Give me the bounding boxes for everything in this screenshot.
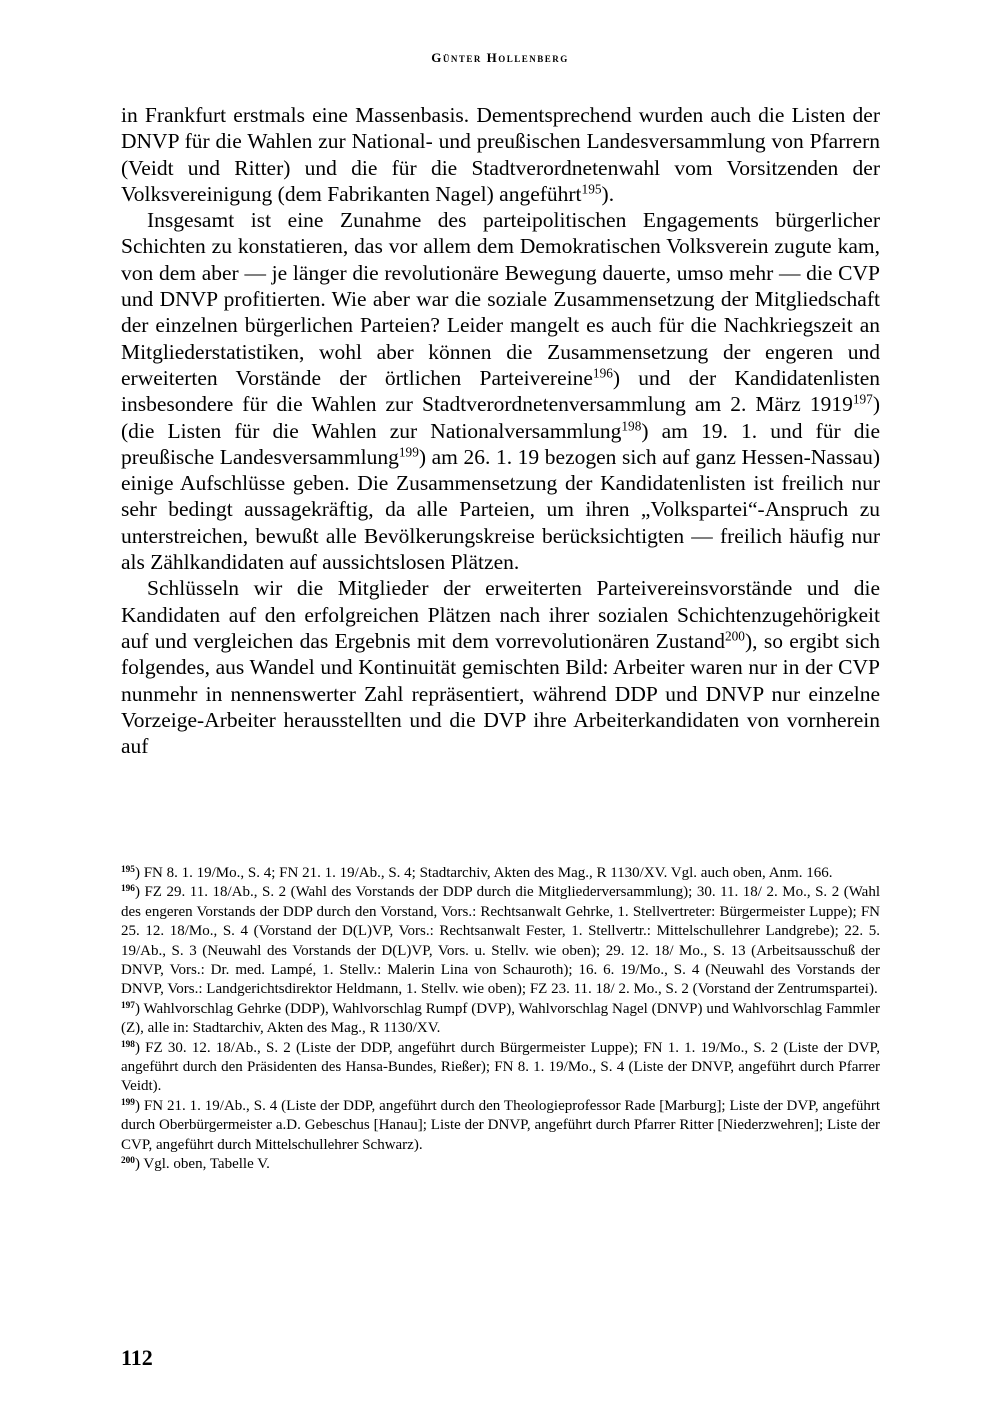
text-run: Insgesamt ist eine Zunahme des parteipolitischen Engagements bürgerlicher Schichten zu konstatieren, das vor allem dem Demokratischen Volksverein zugute kam, von dem aber — je länger die revolutionäre Bewegung dauerte, umso mehr — die CVP und DNVP profitierten. Wie aber war die soziale Zusammensetzung der Mitgliedschaft der einzelnen bürgerlichen Parteien? Leider mangelt es auch für die Nachkriegszeit an Mitgliederstatistiken, wohl aber können die Zusammensetzung der engeren und erweiterten Vorstände der örtlichen Parteivereine (121, 208, 880, 390)
paragraph-1 (121, 102, 880, 207)
footnote-number: 195 (121, 864, 135, 875)
footnote-ref-195: 195 (581, 181, 602, 197)
footnote-197 (121, 1000, 880, 1039)
footnote-text: ) FZ 29. 11. 18/Ab., S. 2 (Wahl des Vorstands der DDP durch die Mitgliederversammlung); 30. 11. 18/ 2. Mo., S. 2 (Wahl des engeren Vorstands der DDP durch den Vorstand, Vors.: Rechtsanwalt Gehrke, 1. Stellvertreter: Bürgermeister Luppe); FN 25. 12. 18/Mo., S. 4 (Vorstand der D(L)VP, Vors.: Rechtsanwalt Fester, 1. Stellvertr.: Mittelschullehrer Landgrebe); 22. 5. 19/Ab., S. 3 (Neuwahl des Vorstands der D(L)VP, Vors. u. Stellv. wie oben); 29. 12. 18/ Mo., S. 13 (Arbeitsausschuß der DNVP, Vors.: Dr. med. Lampé, 1. Stellv.: Malerin Lina von Schauroth); 16. 6. 19/Mo., S. 4 (Neuwahl des Vorstands der DNVP, Vors.: Landgerichtsdirektor Heldmann, 1. Stellv. wie oben); FZ 23. 11. 18/ 2. Mo., S. 2 (Vorstand der Zentrumspartei). (121, 884, 880, 998)
footnote-196 (121, 883, 880, 999)
text-run: ) (die Listen für die Wahlen zur Nationalversammlung (121, 392, 880, 443)
footnote-ref-200: 200 (724, 628, 745, 644)
footnote-198 (121, 1039, 880, 1097)
footnote-text: ) FN 8. 1. 19/Mo., S. 4; FN 21. 1. 19/Ab., S. 4; Stadtarchiv, Akten des Mag., R 1130/XV. Vgl. auch oben, Anm. 166. (134, 865, 833, 881)
footnote-number: 196 (121, 884, 135, 895)
text-run: ) am 26. 1. 19 bezogen sich auf ganz Hessen-Nassau) einige Aufschlüsse geben. Die Zusammensetzung der Kandidatenlisten ist freilich nur sehr bedingt aussagekräftig, da alle Parteien, um ihren „Volkspartei“-Anspruch zu unterstreichen, bewußt alle Bevölkerungskreise berücksichtigten — freilich häufig nur als Zählkandidaten auf aussichtslosen Plätzen. (121, 444, 880, 575)
text-run: Schlüsseln wir die Mitglieder der erweiterten Parteivereinsvorstände und die Kandidaten auf den erfolgreichen Plätzen nach ihrer sozialen Schichtenzugehörigkeit auf und vergleichen das Ergebnis mit dem vorrevolutionären Zustand (121, 576, 880, 653)
page-number: 112 (121, 1345, 153, 1370)
footnote-199 (121, 1097, 880, 1155)
text-run: ) am 19. 1. und für die preußische Landesversammlung (121, 418, 880, 469)
paragraph-2 (121, 207, 880, 575)
footnote-number: 200 (121, 1155, 135, 1166)
text-run: ), so ergibt sich folgendes, aus Wandel und Kontinuität gemischten Bild: Arbeiter waren nur in der CVP nunmehr in nennenswerter Zahl repräsentiert, während DDP und DNVP nur einzelne Vorzeige-Arbeiter herausstellten und die DVP ihre Arbeiterkandidaten von vornherein auf (121, 628, 880, 759)
footnote-number: 198 (121, 1039, 135, 1050)
text-run: ). (601, 181, 615, 206)
text-run: in Frankfurt erstmals eine Massenbasis. Dementsprechend wurden auch die Listen der DNVP für die Wahlen zur National- und preußischen Landesversammlung von Pfarrern (Veidt und Ritter) und die für die Stadtverordnetenwahl vom Vorsitzenden der Volksvereinigung (dem Fabrikanten Nagel) angeführt (121, 103, 880, 206)
footnote-number: 197 (121, 1000, 135, 1011)
footnote-ref-198: 198 (621, 418, 642, 434)
running-header: Günter Hollenberg (431, 50, 569, 65)
footnote-195 (121, 864, 880, 883)
footnote-text: ) FN 21. 1. 19/Ab., S. 4 (Liste der DDP, angeführt durch den Theologieprofessor Rade [Marburg]; Liste der DVP, angeführt durch Oberbürgermeister a.D. Gebeschus [Hanau]; Liste der DNVP, angeführt durch Pfarrer Ritter [Niederzwehren]; Liste der CVP, angeführt durch Mittelschullehrer Schwarz). (121, 1097, 880, 1153)
paragraph-3 (121, 575, 880, 759)
footnote-ref-196: 196 (592, 365, 613, 381)
text-run: ) und der Kandidatenlisten insbesondere für die Wahlen zur Stadtverordnetenversammlung am 2. März 1919 (121, 365, 880, 417)
footnotes (121, 864, 880, 1175)
footnote-ref-197: 197 (852, 391, 873, 407)
body-text (121, 102, 880, 759)
footnote-text: ) FZ 30. 12. 18/Ab., S. 2 (Liste der DDP, angeführt durch Bürgermeister Luppe); FN 1. 1. 19/Mo., S. 2 (Liste der DVP, angeführt durch den Präsidenten des Hansa-Bundes, Rießer); FN 8. 1. 19/Mo., S. 4 (Liste der DNVP, angeführt durch Pfarrer Veidt). (121, 1039, 880, 1095)
footnote-number: 199 (121, 1097, 135, 1108)
footnote-200 (121, 1155, 880, 1174)
footnote-ref-199: 199 (398, 444, 419, 460)
footnote-text: ) Vgl. oben, Tabelle V. (134, 1156, 270, 1173)
footnote-text: ) Wahlvorschlag Gehrke (DDP), Wahlvorschlag Rumpf (DVP), Wahlvorschlag Nagel (DNVP) und Wahlvorschlag Fammler (Z), alle in: Stadtarchiv, Akten des Mag., R 1130/XV. (121, 1000, 880, 1037)
